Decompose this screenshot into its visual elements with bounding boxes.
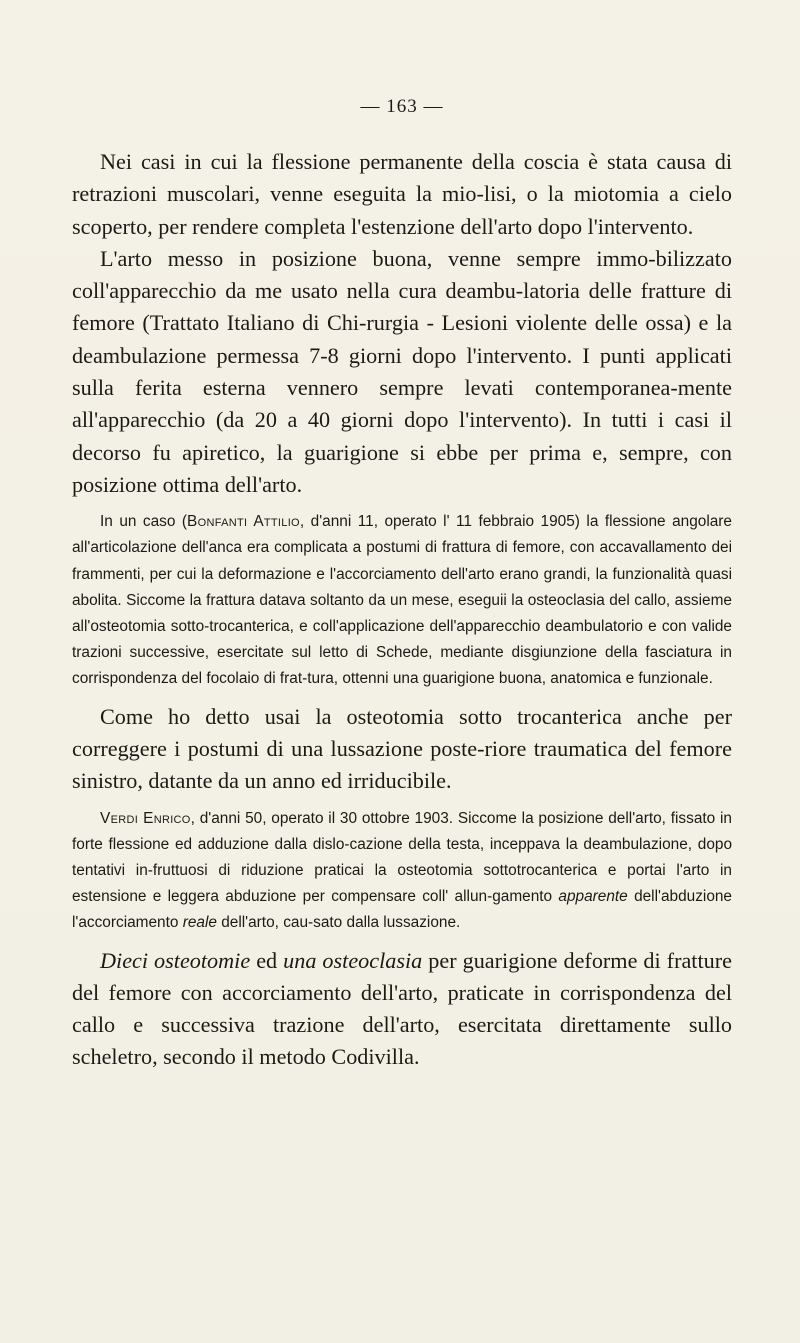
case-text: dell'arto, cau-sato dalla lussazione. <box>216 914 461 932</box>
case-note-verdi <box>72 806 732 937</box>
italic-heading: Dieci osteotomie <box>100 947 251 973</box>
paragraph-immobilizzazione: L'arto messo in posizione buona, venne sempre immo-bilizzato coll'apparecchio da me usato nella cura deambu-latoria delle fratture di femore (Trattato Italiano di Chi-rurgia - Lesioni violente delle ossa) e la deambulazione permessa 7-8 giorni dopo l'intervento. I punti applicati sulla ferita esterna vennero sempre levati contemporanea-mente all'apparecchio (da 20 a 40 giorni dopo l'intervento). In tutti i casi il decorso fu apiretico, la guarigione si ebbe per prima e, sempre, con posizione ottima dell'arto. <box>72 245 732 497</box>
case-text: , d'anni 11, operato l' 11 febbraio 1905) la flessione angolare all'articolazione dell'anca era complicata a postumi di frattura di femore, con accavallamento dei frammenti, per cui la deformazione e l'accorciamento dell'arto erano grandi, la funzionalità quasi abolita. Siccome la frattura datava soltanto da un mese, eseguii la osteoclasia del callo, assieme all'osteotomia sotto-trocanterica, e coll'applicazione dell'apparecchio deambulatorio e con valide trazioni successive, esercitate sul letto di Schede, mediante disgiunzione della fasciatura in corrispondenza del focolaio di frat-tura, ottenni una guarigione buona, anatomica e funzionale. <box>72 513 732 688</box>
patient-name: Verdi Enrico <box>100 809 191 827</box>
paragraph-osteotomia: Come ho detto usai la osteotomia sotto trocanterica anche per correggere i postumi di una lussazione poste-riore traumatica del femore sinistro, datante da un anno ed irriducibile. <box>72 703 732 794</box>
page-number: — 163 — <box>360 96 444 117</box>
case-text: dell'abduzione l'accorciamento <box>72 888 732 932</box>
case-lead: In un caso ( <box>100 513 188 531</box>
italic-term: reale <box>182 914 217 932</box>
italic-term: apparente <box>558 888 628 906</box>
case-text: , d'anni 50, operato il 30 ottobre 1903. Siccome la posizione dell'arto, fissato in forte flessione ed adduzione dalla dislo-cazione della testa, inceppava la deambulazione, dopo tentativi in-fruttuosi di riduzione praticai la osteotomia sottotrocanterica e portai l'arto in estensione e leggera abduzione per compensare coll' allun-gamento <box>72 809 732 906</box>
paragraph-text: ed <box>250 947 284 973</box>
paragraph-miolisi: Nei casi in cui la flessione permanente della coscia è stata causa di retrazioni muscolari, venne eseguita la mio-lisi, o la miotomia a cielo scoperto, per rendere completa l'estenzione dell'arto dopo l'intervento. <box>72 149 732 239</box>
patient-name: Bonfanti Attilio <box>187 513 300 531</box>
text-column <box>72 96 732 1074</box>
italic-heading: una osteoclasia <box>283 947 423 973</box>
case-note-bonfanti <box>72 509 732 692</box>
paragraph-dieci-osteotomie <box>72 945 732 1074</box>
paragraph-text: per guarigione deforme di fratture del femore con accorciamento dell'arto, praticate in corrispondenza del callo e successiva trazione dell'arto, esercitata direttamente sullo scheletro, secondo il metodo Codivilla. <box>72 947 732 1070</box>
